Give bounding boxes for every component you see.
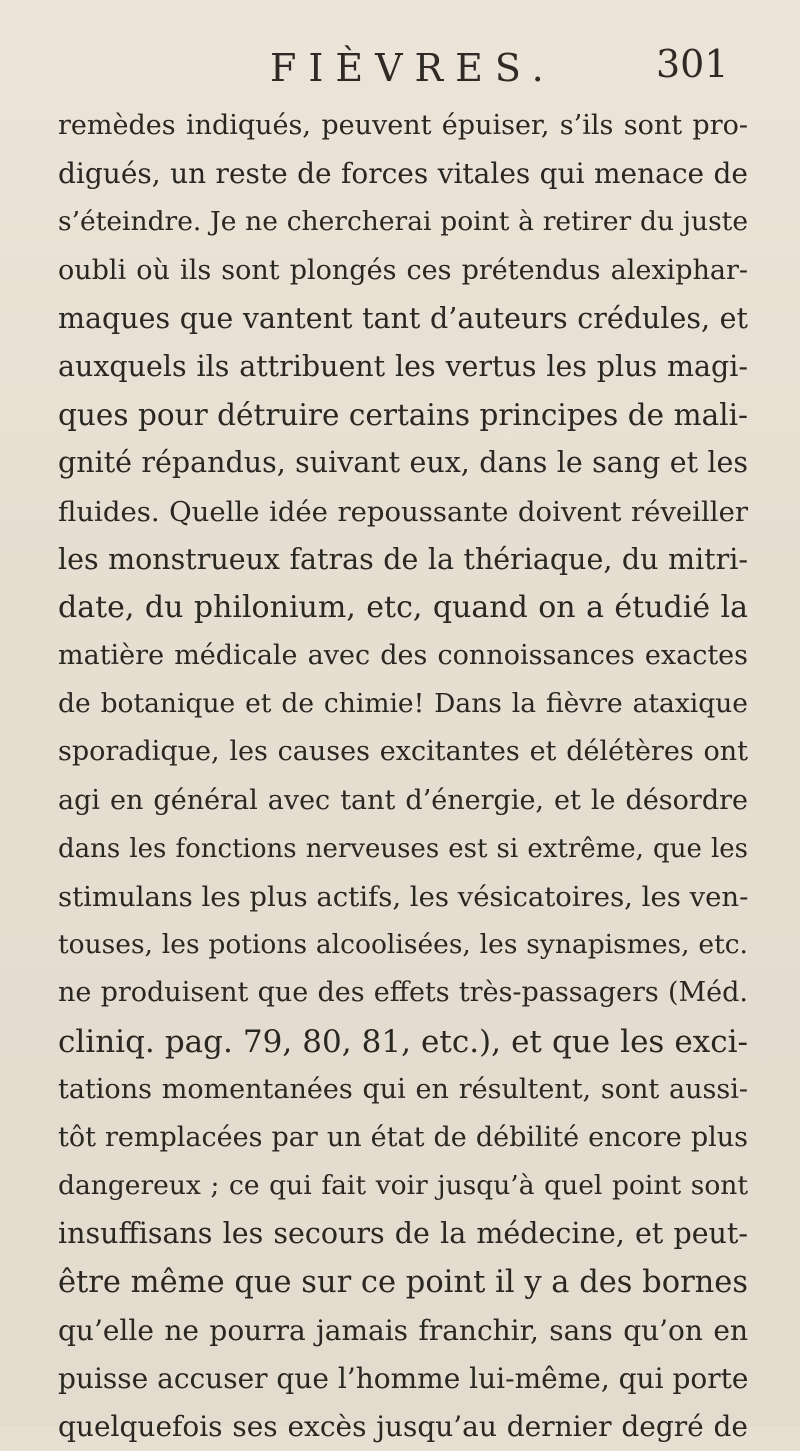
text-line: digués, un reste de forces vitales qui menace de [58,157,748,191]
text-line: ques pour détruire certains principes de mali- [58,398,748,433]
text-line: les monstrueux fatras de la thériaque, du mitri- [58,542,748,576]
text-line: stimulans les plus actifs, les vésicatoires, les ven- [58,881,749,913]
text-line: ne produisent que des effets très-passagers (Méd. [58,977,748,1009]
text-line: tôt remplacées par un état de débilité encore plus [58,1121,748,1153]
text-line: sporadique, les causes excitantes et délétères ont [58,736,748,768]
text-line: qu’elle ne pourra jamais franchir, sans qu’on en [58,1313,748,1347]
text-line: cliniq. pag. 79, 80, 81, etc.), et que les exci- [58,1023,748,1060]
text-line: auxquels ils attribuent les vertus les plus magi- [58,349,748,383]
text-line: dangereux ; ce qui fait voir jusqu’à quel point sont [58,1170,748,1202]
running-head: FIÈVRES. [270,46,556,90]
text-line: agi en général avec tant d’énergie, et le désordre [58,784,748,816]
text-line: touses, les potions alcoolisées, les synapismes, etc. [58,929,748,961]
text-line: être même que sur ce point il y a des bornes [58,1264,748,1300]
text-line: oubli où ils sont plongés ces prétendus alexiphar- [58,254,748,286]
text-line: matière médicale avec des connoissances exactes [58,640,748,672]
body-text [58,102,748,1451]
page-number: 301 [656,42,729,86]
text-line: puisse accuser que l’homme lui-même, qui porte [58,1361,749,1395]
text-line: gnité répandus, suivant eux, dans le sang et les [58,446,748,480]
text-line: maques que vantent tant d’auteurs crédules, et [58,301,748,335]
text-line: de botanique et de chimie! Dans la fièvre ataxique [58,688,748,720]
text-line: tations momentanées qui en résultent, sont aussi- [58,1073,748,1105]
text-line: remèdes indiqués, peuvent épuiser, s’ils sont pro- [58,110,748,141]
text-line: date, du philonium, etc, quand on a étudié la [58,589,748,625]
text-line: quelquefois ses excès jusqu’au dernier degré de [58,1410,748,1444]
text-line: insuffisans les secours de la médecine, et peut- [58,1217,748,1251]
page-header [0,38,800,98]
text-line: s’éteindre. Je ne chercherai point à retirer du juste [58,206,748,238]
text-line: fluides. Quelle idée repoussante doivent réveiller [58,495,748,528]
text-line: dans les fonctions nerveuses est si extrême, que les [58,833,748,864]
